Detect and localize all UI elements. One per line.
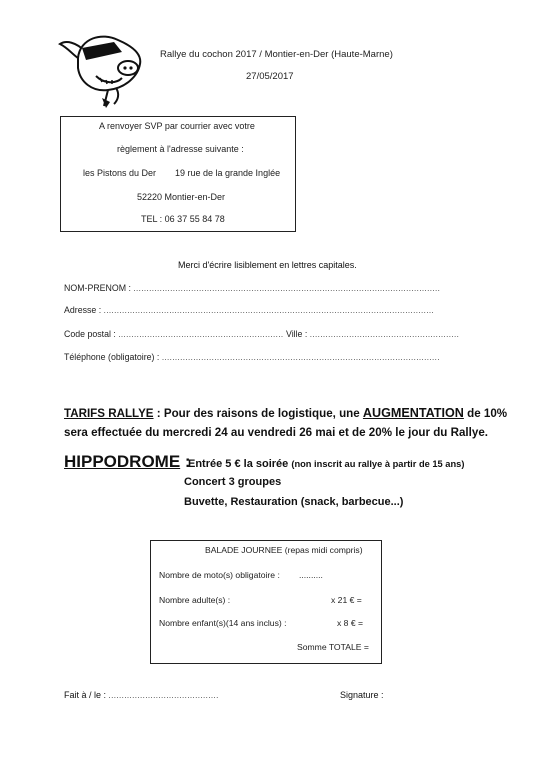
hippodrome-entry: Entrée 5 € la soirée (non inscrit au rallye à partir de 15 ans) [188, 458, 465, 470]
signature-label: Signature : [340, 690, 384, 700]
address-phone: TEL : 06 37 55 84 78 [141, 214, 225, 224]
tarifs-line-2: sera effectuée du mercredi 24 au vendredi 26 mai et de 20% le jour du Rallye. [64, 426, 488, 439]
augmentation-label: AUGMENTATION [362, 406, 464, 420]
pig-biker-icon [56, 18, 150, 108]
moto-input[interactable]: .......... [299, 570, 323, 580]
document-title: Rallye du cochon 2017 / Montier-en-Der (Haute-Marne) [160, 49, 393, 60]
phone-field[interactable]: Téléphone (obligatoire) : .......................................................................................................... [64, 352, 440, 362]
address-street: 19 rue de la grande Inglée [175, 168, 281, 178]
postal-label: Code postal : [64, 329, 116, 339]
document-date: 27/05/2017 [246, 71, 294, 82]
hippodrome-food: Buvette, Restauration (snack, barbecue...) [184, 496, 404, 508]
balade-title: BALADE JOURNEE (repas midi compris) [205, 545, 363, 555]
child-label: Nombre enfant(s)(14 ans inclus) : [159, 618, 287, 628]
address-line-1: A renvoyer SVP par courrier avec votre [99, 121, 255, 131]
address-org: les Pistons du Der [83, 168, 157, 178]
place-date-field[interactable]: Fait à / le : .......................................... [64, 690, 219, 700]
city-label: Ville : [285, 329, 308, 339]
hippodrome-heading: HIPPODROME : [64, 452, 191, 471]
moto-label: Nombre de moto(s) obligatoire : [159, 570, 280, 580]
name-field[interactable]: NOM-PRENOM : ..................................................................................................................... [64, 283, 441, 293]
address-box [60, 116, 296, 232]
balade-box [150, 540, 382, 664]
address-city: 52220 Montier-en-Der [137, 192, 226, 202]
instruction-note: Merci d'écrire lisiblement en lettres capitales. [178, 260, 357, 270]
phone-label: Téléphone (obligatoire) : [64, 352, 160, 362]
total-label: Somme TOTALE = [297, 642, 369, 652]
address-field[interactable]: Adresse : .............................................................................................................................. [64, 305, 435, 315]
adult-price: x 21 € = [331, 595, 362, 605]
place-label: Fait à / le : [64, 690, 107, 700]
name-label: NOM-PRENOM : [64, 283, 131, 293]
address-line-2: règlement à l'adresse suivante : [117, 144, 244, 154]
tarifs-label: TARIFS RALLYE [64, 407, 154, 420]
hippodrome-concert: Concert 3 groupes [184, 476, 282, 488]
tarifs-notice: TARIFS RALLYE : Pour des raisons de logistique, une AUGMENTATION de 10% sera effectuée du mercredi 24 au vendredi 26 mai et de 20% le jour du Rallye. [64, 406, 508, 439]
child-price: x 8 € = [337, 618, 364, 628]
address-label: Adresse : [64, 305, 102, 315]
postal-city-field[interactable]: Code postal : ............................................................... Ville : ......................................................... [64, 329, 460, 339]
adult-label: Nombre adulte(s) : [159, 595, 231, 605]
